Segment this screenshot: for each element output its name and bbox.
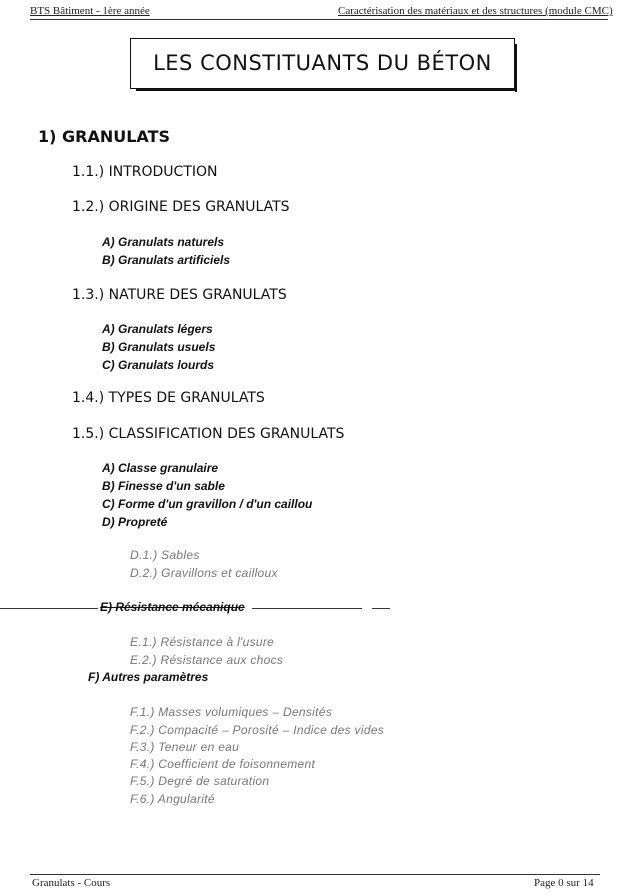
sub-list-item: E.1.) Résistance à l'usure xyxy=(130,635,275,649)
list-item: A) Classe granulaire xyxy=(102,461,219,475)
subsection-types: 1.4.) TYPES DE GRANULATS xyxy=(72,390,265,406)
rule-right-tail xyxy=(372,608,390,609)
sub-list-item: D.2.) Gravillons et cailloux xyxy=(130,566,278,580)
list-item: B) Finesse d'un sable xyxy=(102,479,225,493)
page-title: LES CONSTITUANTS DU BÉTON xyxy=(153,51,492,75)
list-item: B) Granulats usuels xyxy=(102,340,216,354)
title-box-shadow-bottom xyxy=(136,89,517,91)
rule-left xyxy=(0,608,98,609)
sub-list-item: F.3.) Teneur en eau xyxy=(130,740,240,754)
list-item: C) Granulats lourds xyxy=(102,358,215,372)
header-left: BTS Bâtiment - 1ère année xyxy=(30,5,150,17)
sub-list-item: D.1.) Sables xyxy=(130,548,200,562)
footer-left: Granulats - Cours xyxy=(32,877,111,889)
sub-list-item: F.6.) Angularité xyxy=(130,792,215,806)
footer-page-number: Page 0 sur 14 xyxy=(534,877,594,889)
subsection-introduction: 1.1.) INTRODUCTION xyxy=(72,164,218,180)
title-box-shadow-right xyxy=(515,44,517,92)
list-item: F) Autres paramètres xyxy=(88,670,209,684)
rule-right xyxy=(252,608,362,609)
sub-list-item: F.4.) Coefficient de foisonnement xyxy=(130,757,316,771)
footer-rule xyxy=(30,874,600,875)
header-right: Caractérisation des matériaux et des structures (module CMC) xyxy=(338,5,613,17)
sub-list-item: F.2.) Compacité – Porosité – Indice des vides xyxy=(130,723,385,737)
subsection-nature: 1.3.) NATURE DES GRANULATS xyxy=(72,287,287,303)
list-item: E) Résistance mécanique xyxy=(100,600,245,614)
sub-list-item: E.2.) Résistance aux chocs xyxy=(130,653,284,667)
header-rule xyxy=(30,19,608,20)
list-item: B) Granulats artificiels xyxy=(102,253,231,267)
sub-list-item: F.5.) Degré de saturation xyxy=(130,774,270,788)
subsection-classification: 1.5.) CLASSIFICATION DES GRANULATS xyxy=(72,426,345,442)
list-item: A) Granulats légers xyxy=(102,322,213,336)
section-heading-granulats: 1) GRANULATS xyxy=(38,127,171,146)
subsection-origine: 1.2.) ORIGINE DES GRANULATS xyxy=(72,199,290,215)
list-item: D) Propreté xyxy=(102,515,168,529)
sub-list-item: F.1.) Masses volumiques – Densités xyxy=(130,705,333,719)
list-item: A) Granulats naturels xyxy=(102,235,225,249)
list-item: C) Forme d'un gravillon / d'un caillou xyxy=(102,497,313,511)
